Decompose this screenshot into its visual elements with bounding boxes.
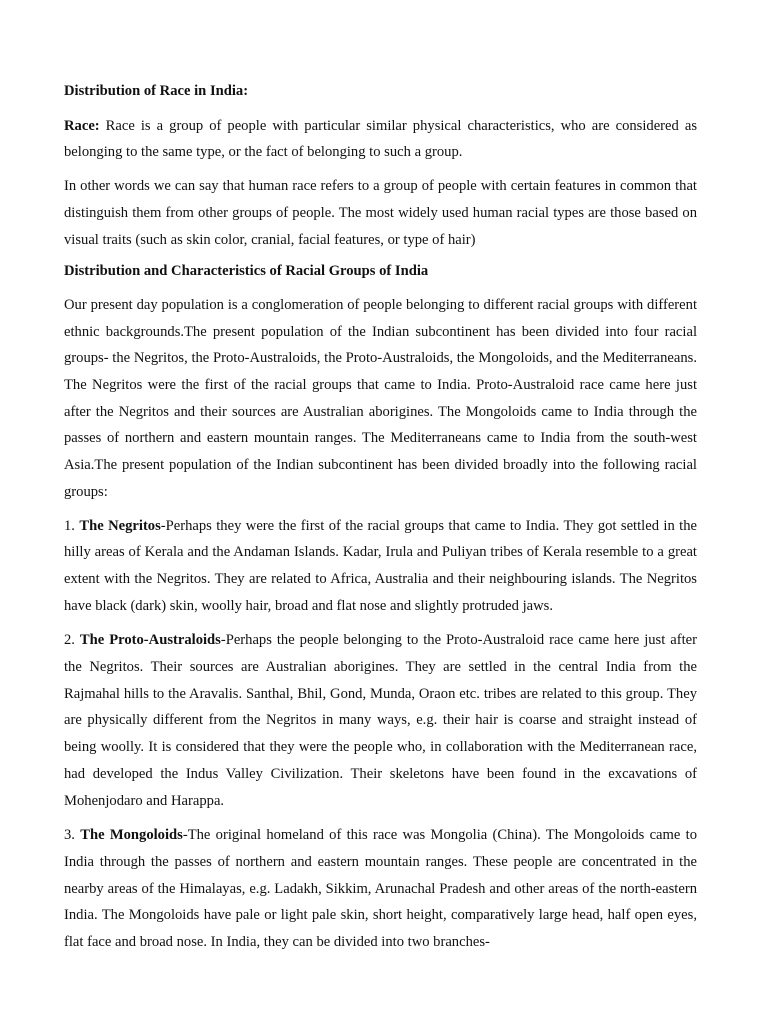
document-title: Distribution of Race in India: [64,83,249,99]
other-words-paragraph: In other words we can say that human race refers to a group of people with certain features in common that distinguish them from other groups of people. The most widely used human racial types are those based on visual traits (such as skin color, cranial, facial features, or type of hair) [64,178,697,248]
proto-australoids-number: 2. [64,632,80,649]
proto-australoids-paragraph [64,627,697,814]
mongoloids-name: The Mongoloids [80,827,183,844]
race-definition-text: Race is a group of people with particular similar physical characteristics, who are considered as belonging to the same type, or the fact of belonging to such a group. [64,117,697,161]
race-definition-paragraph [64,113,697,166]
intro-paragraph: Our present day population is a conglomeration of people belonging to different racial groups with different ethnic backgrounds.The present population of the Indian subcontinent has been divided into four racial groups- the Negritos, the Proto-Australoids, the Proto-Australoids, the Mongoloids, and the Mediterraneans. The Negritos were the first of the racial groups that came to India. Proto-Australoid race came here just after the Negritos and their sources are Australian aborigines. The Mongoloids came to India through the passes of northern and eastern mountain ranges. The Mediterraneans came to India from the south-west Asia.The present population of the Indian subcontinent has been divided broadly into the following racial groups: [64,296,697,500]
mongoloids-text: -The original homeland of this race was Mongolia (China). The Mongoloids came to India through the passes of northern and eastern mountain ranges. These people are concentrated in the nearby areas of the Himalayas, e.g. Ladakh, Sikkim, Arunachal Pradesh and other areas of the north-eastern India. The Mongoloids have pale or light pale skin, short height, comparatively large head, half open eyes, flat face and broad nose. In India, they can be divided into two branches- [64,827,697,951]
negritos-number: 1. [64,517,80,534]
document-page [64,78,697,956]
negritos-name: The Negritos [79,517,161,534]
mongoloids-number: 3. [64,827,81,844]
proto-australoids-text: -Perhaps the people belonging to the Proto-Australoid race came here just after the Negritos. Their sources are Australian aborigines. They are settled in the central India from the Rajmahal hills to the Aravalis. Santhal, Bhil, Gond, Munda, Oraon etc. tribes are related to this group. They are physically different from the Negritos in many ways, e.g. their hair is coarse and straight instead of being woolly. It is considered that they were the people who, in collaboration with the Mediterranean race, had developed the Indus Valley Civilization. Their skeletons have been found in the excavations of Mohenjodaro and Harappa. [64,632,697,809]
section-heading: Distribution and Characteristics of Racial Groups of India [64,263,429,280]
negritos-paragraph [64,513,697,620]
negritos-text: -Perhaps they were the first of the racial groups that came to India. They got settled in the hilly areas of Kerala and the Andaman Islands. Kadar, Irula and Puliyan tribes of Kerala resemble to a great extent with the Negritos. They are related to Africa, Australia and their neighbouring islands. The Negritos have black (dark) skin, woolly hair, broad and flat nose and slightly protruded jaws. [64,517,697,614]
proto-australoids-name: The Proto-Australoids [79,632,221,649]
race-term: Race: [64,117,100,134]
mongoloids-paragraph [64,822,697,956]
